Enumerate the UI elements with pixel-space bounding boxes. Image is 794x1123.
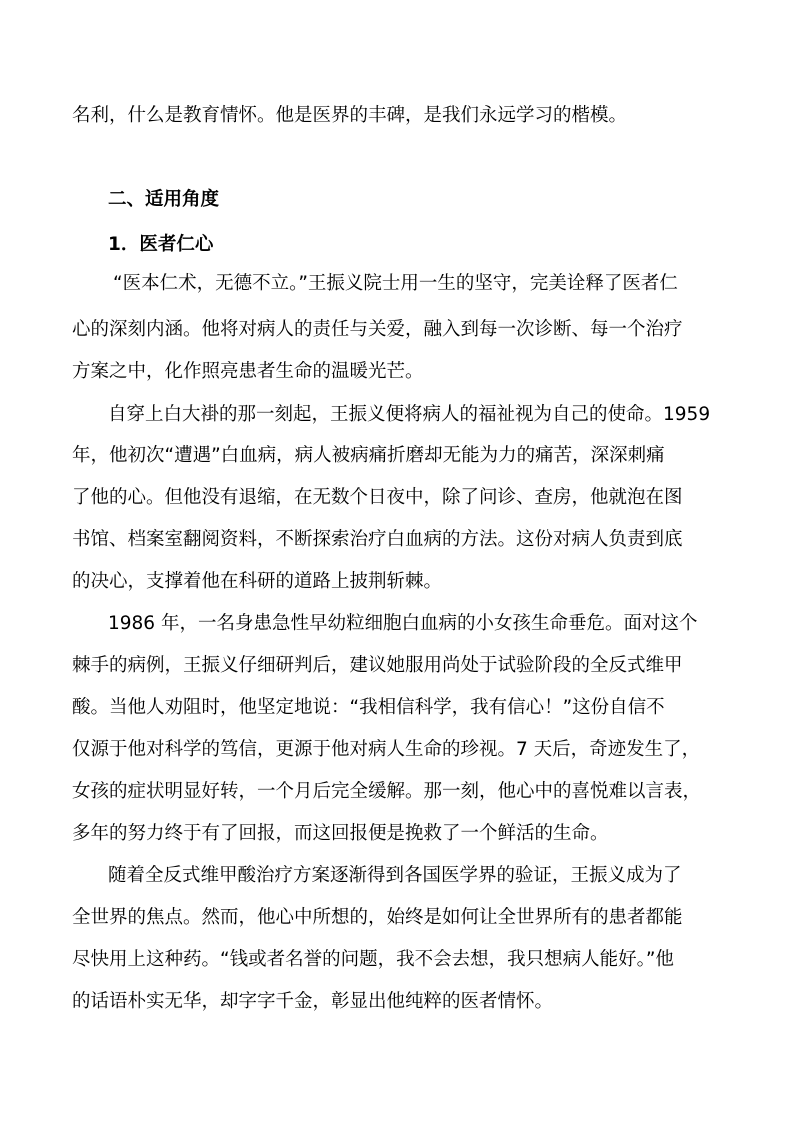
paragraph-line: 尽快用上这种药。“钱或者名誉的问题，我不会去想，我只想病人能好。”他 bbox=[72, 949, 674, 970]
text-line: 名利，什么是教育情怀。他是医界的丰碑，是我们永远学习的楷模。 bbox=[72, 105, 628, 126]
paragraph-line: 随着全反式维甲酸治疗方案逐渐得到各国医学界的验证，王振义成为了 bbox=[108, 865, 682, 886]
paragraph-line: 了他的心。但他没有退缩，在无数个日夜中，除了问诊、查房，他就泡在图 bbox=[72, 487, 683, 508]
paragraph-line: 1986 年，一名身患急性早幼粒细胞白血病的小女孩生命垂危。面对这个 bbox=[108, 613, 698, 634]
paragraph-line: 的决心，支撑着他在科研的道路上披荆斩棘。 bbox=[72, 571, 443, 592]
paragraph-line: 年，他初次“遭遇”白血病，病人被病痛折磨却无能为力的痛苦，深深刺痛 bbox=[72, 445, 665, 466]
paragraph-line: “医本仁术，无德不立。”王振义院士用一生的坚守，完美诠释了医者仁 bbox=[113, 273, 678, 294]
paragraph-line: 仅源于他对科学的笃信，更源于他对病人生命的珍视。7 天后，奇迹发生了， bbox=[72, 739, 701, 760]
paragraph-line: 多年的努力终于有了回报，而这回报便是挽救了一个鲜活的生命。 bbox=[72, 823, 609, 844]
paragraph-line: 酸。当他人劝阻时，他坚定地说：“我相信科学，我有信心！”这份自信不 bbox=[72, 697, 665, 718]
paragraph-line: 女孩的症状明显好转，一个月后完全缓解。那一刻，他心中的喜悦难以言表， bbox=[72, 781, 702, 802]
paragraph-line: 自穿上白大褂的那一刻起，王振义便将病人的福祉视为自己的使命。1959 bbox=[108, 404, 711, 425]
paragraph-line: 书馆、档案室翻阅资料，不断探索治疗白血病的方法。这份对病人负责到底 bbox=[72, 529, 683, 550]
paragraph-line: 心的深刻内涵。他将对病人的责任与关爱，融入到每一次诊断、每一个治疗 bbox=[72, 319, 683, 340]
paragraph-line: 全世界的焦点。然而，他心中所想的，始终是如何让全世界所有的患者都能 bbox=[72, 907, 683, 928]
paragraph-line: 的话语朴实无华，却字字千金，彰显出他纯粹的医者情怀。 bbox=[72, 991, 554, 1012]
section-heading: 二、适用角度 bbox=[108, 189, 220, 210]
paragraph-line: 方案之中，化作照亮患者生命的温暖光芒。 bbox=[72, 361, 424, 382]
subsection-heading: 1．医者仁心 bbox=[108, 234, 214, 255]
paragraph-line: 棘手的病例，王振义仔细研判后，建议她服用尚处于试验阶段的全反式维甲 bbox=[72, 655, 683, 676]
